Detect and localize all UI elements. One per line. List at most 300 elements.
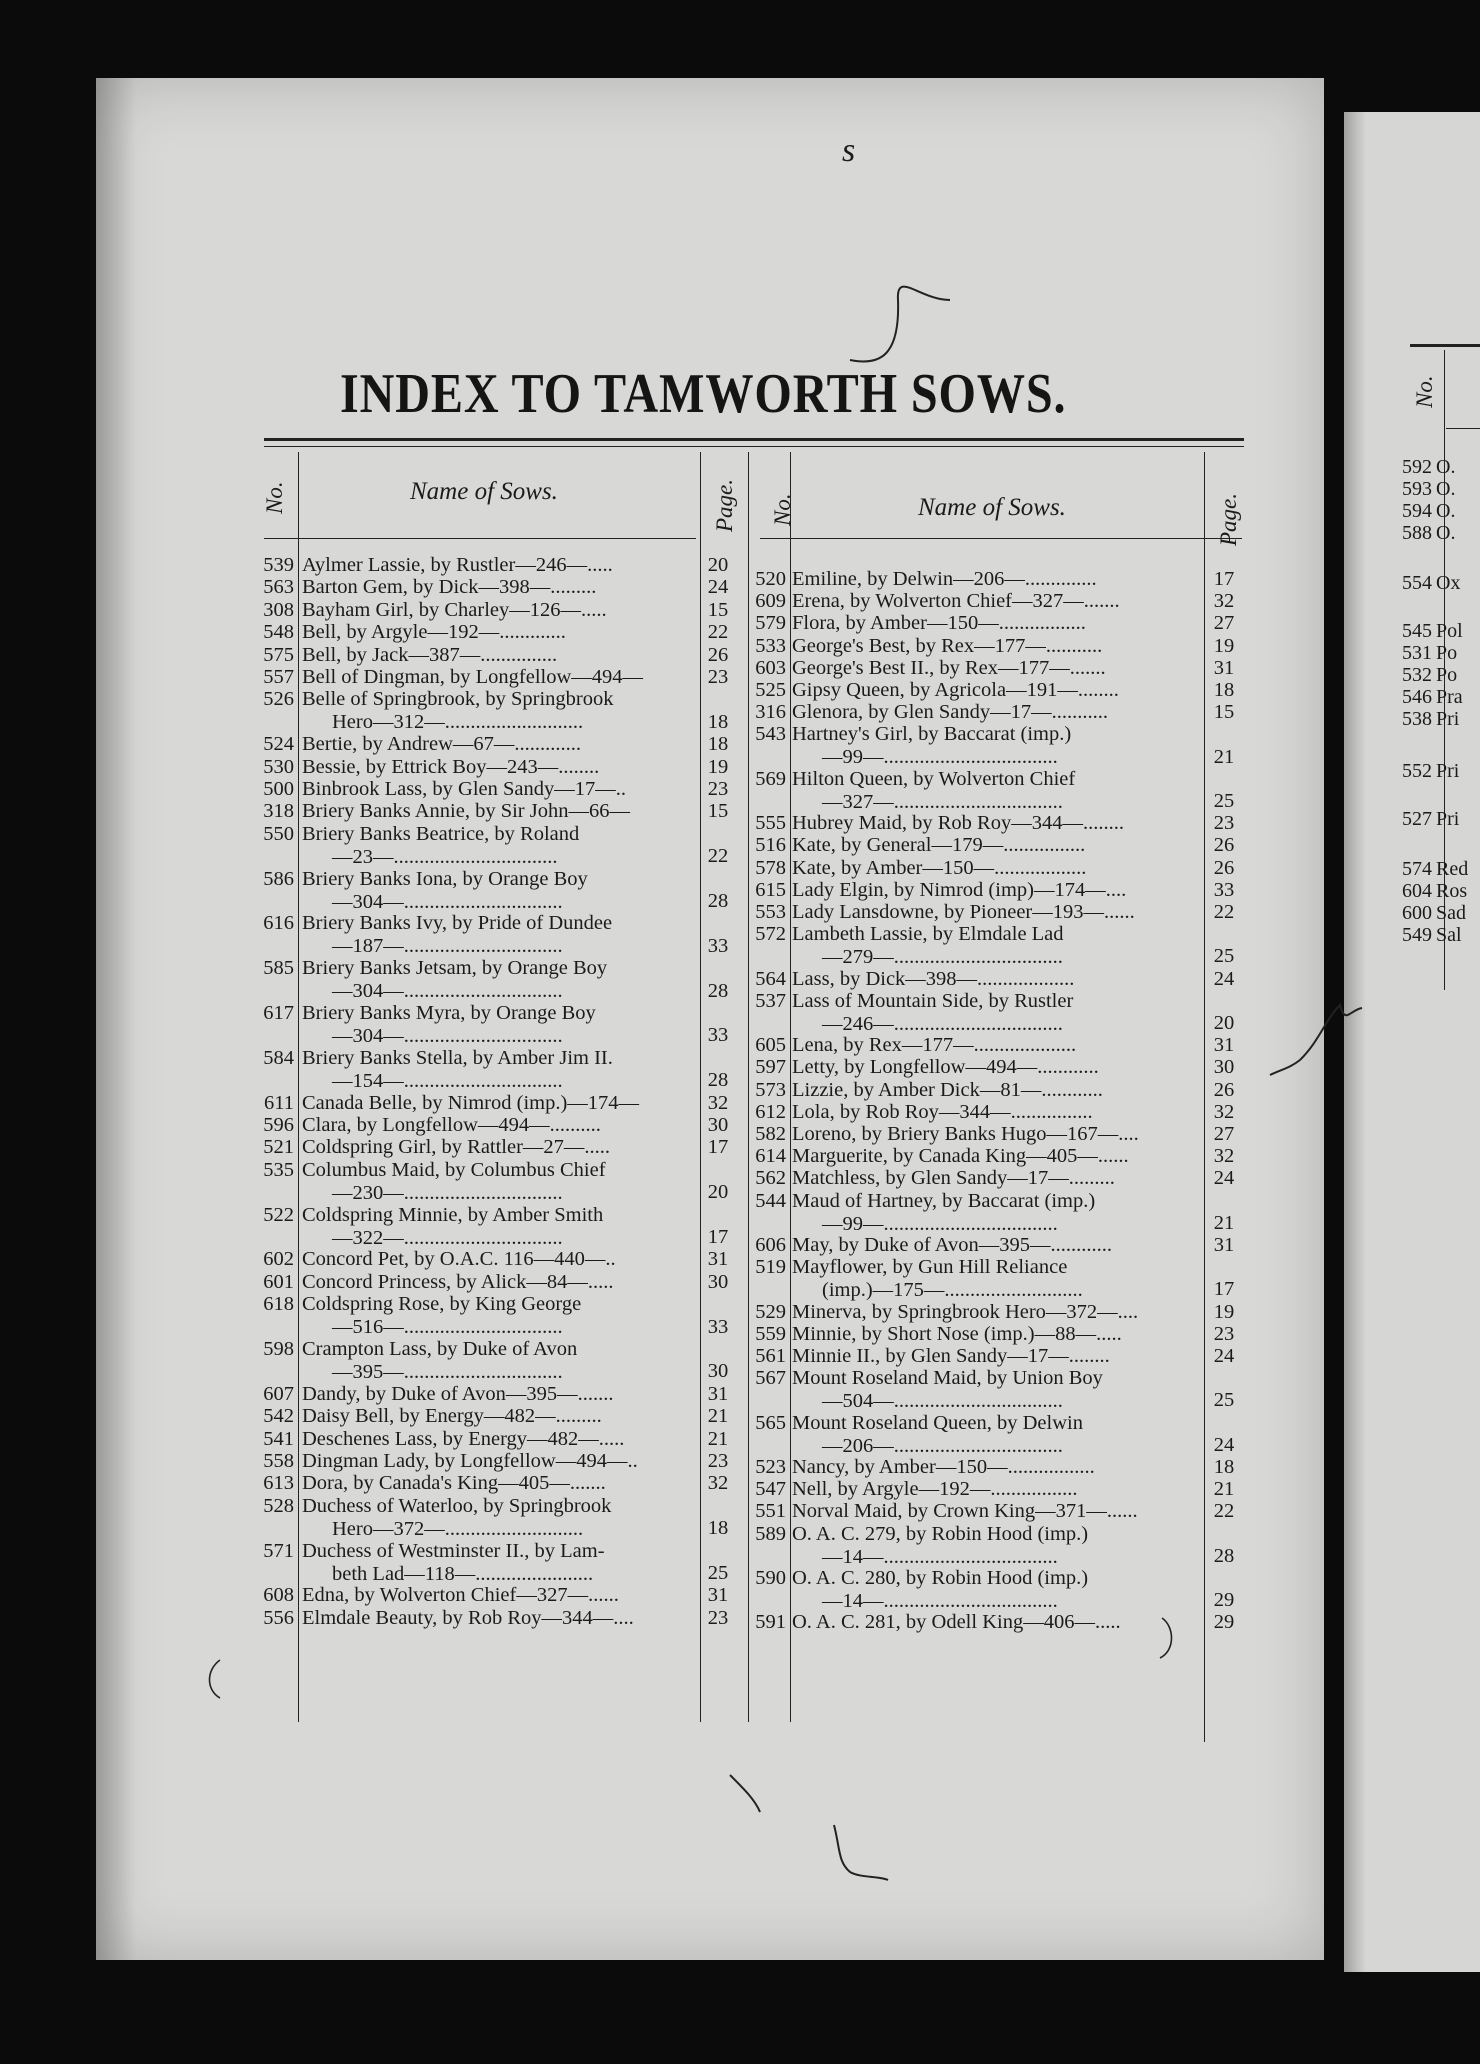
entry-number: 556 (263, 1606, 294, 1629)
entry-name-continuation: —14—.................................. (822, 1545, 1058, 1568)
entry-number: 579 (755, 612, 786, 635)
entry-name-line: Crampton Lass, by Duke of Avon (302, 1338, 578, 1360)
entry-name (302, 1428, 694, 1451)
entry-name-line: Lena, by Rex—177—.................... (792, 1034, 1077, 1057)
entry-name-line: Bayham Girl, by Charley—126—..... (302, 598, 607, 621)
entry-name-continuation: (imp.)—175—........................... (822, 1279, 1083, 1302)
index-entry (712, 1345, 1252, 1367)
entry-name-continuation: —23—................................ (332, 845, 558, 868)
entry-number: 533 (755, 634, 786, 657)
entry-page: 25 (1213, 1389, 1235, 1412)
entry-name-line: Duchess of Westminster II., by Lam- (302, 1539, 605, 1562)
entry-page: 22 (707, 621, 729, 644)
entry-name (792, 768, 1202, 814)
entry-name-continuation: —304—............................... (332, 890, 563, 913)
entry-name-line: Concord Pet, by O.A.C. 116—440—.. (302, 1248, 616, 1271)
entry-name-line: Briery Banks Myra, by Orange Boy (302, 1002, 596, 1024)
entry-name (302, 576, 694, 599)
entry-name (302, 1159, 694, 1205)
entry-name (792, 812, 1202, 835)
facing-entry-number: 549 (1402, 924, 1432, 946)
entry-name (302, 1271, 694, 1294)
entry-name (302, 1338, 694, 1384)
entry-page: 15 (707, 800, 729, 823)
entry-name (792, 968, 1202, 991)
entry-name (792, 834, 1202, 857)
index-entry (256, 868, 736, 913)
entry-name-line: Maud of Hartney, by Baccarat (imp.) (792, 1189, 1096, 1212)
entry-page: 25 (1213, 789, 1235, 812)
entry-page: 18 (1213, 1456, 1235, 1478)
entry-page: 21 (1213, 745, 1235, 768)
entry-number: 516 (755, 834, 786, 857)
entry-number: 605 (755, 1034, 786, 1057)
entry-number: 582 (755, 1123, 786, 1145)
entry-name-line: Bell, by Jack—387—............... (302, 643, 558, 666)
entry-number: 530 (263, 755, 294, 778)
entry-name-line: Lady Elgin, by Nimrod (imp)—174—.... (792, 878, 1127, 901)
entry-page: 29 (1213, 1611, 1235, 1634)
entry-name-continuation: —154—............................... (332, 1069, 563, 1092)
facing-entry (1360, 858, 1480, 880)
facing-entry-name: Ros (1436, 880, 1468, 902)
entry-name (302, 1584, 694, 1607)
entry-name-line: Lass, by Dick—398—................... (792, 967, 1075, 990)
entry-number: 525 (755, 679, 786, 701)
entry-name-line: Lizzie, by Amber Dick—81—............ (792, 1078, 1103, 1101)
index-entry (712, 1478, 1252, 1500)
index-entry (256, 1136, 736, 1158)
index-entry (712, 834, 1252, 856)
entry-name-line: Lady Lansdowne, by Pioneer—193—...... (792, 901, 1135, 923)
entry-number: 559 (755, 1322, 786, 1345)
entry-name (792, 1611, 1202, 1634)
index-entry (712, 1256, 1252, 1300)
entry-name (792, 1145, 1202, 1168)
index-entry (256, 1584, 736, 1606)
facing-entry (1360, 572, 1480, 594)
entry-name (302, 1405, 694, 1428)
entry-name-line: Belle of Springbrook, by Springbrook (302, 688, 614, 711)
entry-name (792, 879, 1202, 902)
entry-number: 535 (263, 1158, 294, 1181)
facing-entry-name: Pri (1436, 708, 1460, 730)
entry-name-line: Nancy, by Amber—150—................. (792, 1456, 1095, 1478)
right-header-rule (760, 538, 1242, 539)
entry-number: 544 (755, 1189, 786, 1212)
entry-name-continuation: —322—............................... (332, 1226, 563, 1249)
index-entry (712, 812, 1252, 834)
entry-number: 555 (755, 812, 786, 835)
entry-number: 571 (263, 1539, 294, 1562)
entry-name (792, 1101, 1202, 1124)
facing-header-rule (1446, 428, 1480, 429)
index-entry (712, 1167, 1252, 1189)
entry-name (792, 923, 1202, 969)
entry-number: 520 (755, 568, 786, 590)
entry-name-line: Coldspring Rose, by King George (302, 1293, 582, 1316)
entry-name (792, 657, 1202, 680)
entry-page: 19 (1213, 634, 1235, 657)
entry-number: 596 (263, 1114, 294, 1136)
entry-name-line: Bell of Dingman, by Longfellow—494— (302, 666, 644, 688)
entry-number: 519 (755, 1256, 786, 1279)
entry-number: 308 (263, 598, 294, 621)
facing-no-header: No. (1412, 375, 1437, 408)
entry-page: 33 (707, 934, 729, 957)
entry-name-line: George's Best, by Rex—177—........... (792, 634, 1103, 657)
index-entry (712, 1567, 1252, 1611)
entry-name (302, 599, 694, 622)
entry-name-continuation: —327—................................. (822, 790, 1063, 813)
facing-entry-name: Pri (1436, 808, 1460, 830)
entry-page: 26 (707, 643, 729, 666)
entry-number: 612 (755, 1100, 786, 1123)
entry-name-line: Barton Gem, by Dick—398—......... (302, 576, 597, 599)
index-entry (256, 1450, 736, 1472)
entry-name (792, 1123, 1202, 1146)
index-entry (712, 1079, 1252, 1101)
entry-number: 614 (755, 1145, 786, 1168)
entry-name-line: Bell, by Argyle—192—............. (302, 621, 566, 644)
entry-name-line: Concord Princess, by Alick—84—..... (302, 1270, 614, 1293)
entry-name-line: Marguerite, by Canada King—405—...... (792, 1145, 1129, 1168)
facing-entry-number: 592 (1402, 456, 1432, 478)
entry-page: 21 (1213, 1211, 1235, 1234)
facing-entry-name: Pol (1436, 620, 1463, 642)
entry-name-line: Mount Roseland Queen, by Delwin (792, 1411, 1083, 1434)
entry-number: 613 (263, 1472, 294, 1495)
entry-number: 521 (263, 1136, 294, 1159)
entry-page: 24 (1213, 1167, 1235, 1190)
entry-name (792, 612, 1202, 635)
entry-name (302, 800, 694, 823)
entry-number: 586 (263, 867, 294, 890)
facing-entry-number: 546 (1402, 686, 1432, 708)
entry-page: 32 (1213, 1145, 1235, 1168)
entry-page: 27 (1213, 612, 1235, 635)
entry-name (792, 1567, 1202, 1613)
entry-page: 23 (707, 778, 729, 800)
entry-number: 318 (263, 800, 294, 823)
index-entry (256, 666, 736, 688)
entry-name-line: Nell, by Argyle—192—................. (792, 1478, 1078, 1501)
entry-name-continuation: —516—............................... (332, 1316, 563, 1339)
entry-number: 550 (263, 822, 294, 845)
facing-entry (1360, 708, 1480, 730)
facing-entry (1360, 924, 1480, 946)
index-entry (712, 635, 1252, 657)
index-entry (256, 1540, 736, 1585)
entry-name-line: Briery Banks Iona, by Orange Boy (302, 867, 588, 890)
entry-page: 19 (1213, 1300, 1235, 1323)
facing-entry-number: 554 (1402, 572, 1432, 594)
facing-entry (1360, 478, 1480, 500)
right-name-header: Name of Sows. (918, 494, 1066, 521)
facing-entry (1360, 880, 1480, 902)
entry-number: 539 (263, 554, 294, 576)
entry-name (792, 701, 1202, 724)
entry-name-line: Minnie, by Short Nose (imp.)—88—..... (792, 1322, 1122, 1345)
entry-number: 547 (755, 1478, 786, 1501)
facing-entry-number: 593 (1402, 478, 1432, 500)
entry-name (302, 644, 694, 667)
facing-entry-name: Po (1436, 664, 1458, 686)
entry-name (792, 857, 1202, 880)
entry-page: 17 (707, 1136, 729, 1159)
entry-number: 528 (263, 1494, 294, 1517)
facing-entry-name: O. (1436, 500, 1456, 522)
facing-entry-number: 538 (1402, 708, 1432, 730)
entry-name-continuation: —504—................................. (822, 1390, 1063, 1413)
entry-page: 17 (1213, 568, 1235, 590)
entry-page: 25 (1213, 945, 1235, 968)
index-entry (712, 590, 1252, 612)
entry-page: 15 (1213, 701, 1235, 724)
entry-name (792, 723, 1202, 769)
facing-entry-number: 552 (1402, 760, 1432, 782)
index-entry (256, 800, 736, 822)
entry-name-line: Coldspring Girl, by Rattler—27—..... (302, 1136, 611, 1159)
entry-name-line: Hubrey Maid, by Rob Roy—344—........ (792, 812, 1124, 835)
entry-name-line: O. A. C. 281, by Odell King—406—..... (792, 1611, 1121, 1634)
facing-entry-number: 545 (1402, 620, 1432, 642)
entry-number: 591 (755, 1611, 786, 1634)
index-entry (256, 1248, 736, 1270)
entry-page: 23 (1213, 1322, 1235, 1345)
entry-name-line: Kate, by General—179—................ (792, 834, 1086, 857)
entry-name-line: Gipsy Queen, by Agricola—191—........ (792, 679, 1119, 701)
entry-number: 607 (263, 1382, 294, 1405)
index-entry (256, 1338, 736, 1383)
index-entry (712, 723, 1252, 767)
index-entry (712, 1611, 1252, 1633)
index-entry (256, 621, 736, 643)
right-index-column (712, 568, 1252, 1748)
index-entry (256, 1495, 736, 1540)
left-name-header: Name of Sows. (410, 478, 558, 505)
index-entry (712, 657, 1252, 679)
entry-name (792, 1345, 1202, 1368)
entry-name-continuation: —304—............................... (332, 1025, 563, 1047)
entry-name-line: Aylmer Lassie, by Rustler—246—..... (302, 554, 613, 576)
entry-name-line: Matchless, by Glen Sandy—17—......... (792, 1167, 1115, 1190)
entry-name-line: Hartney's Girl, by Baccarat (imp.) (792, 723, 1072, 746)
entry-name (792, 901, 1202, 924)
facing-index-column (1360, 456, 1480, 1016)
index-entry (256, 823, 736, 868)
index-entry (256, 1002, 736, 1047)
entry-number: 558 (263, 1450, 294, 1472)
index-entry (256, 599, 736, 621)
left-index-column (256, 554, 736, 1734)
index-entry (256, 1383, 736, 1405)
entry-name-line: Binbrook Lass, by Glen Sandy—17—.. (302, 778, 626, 800)
entry-name (302, 1540, 694, 1586)
index-entry (712, 1412, 1252, 1456)
entry-name (302, 868, 694, 914)
entry-page: 31 (707, 1382, 729, 1405)
page-title: INDEX TO TAMWORTH SOWS. (340, 363, 1067, 425)
entry-name (302, 733, 694, 756)
entry-name-line: Glenora, by Glen Sandy—17—........... (792, 701, 1108, 724)
entry-name (792, 568, 1202, 591)
entry-number: 618 (263, 1293, 294, 1316)
entry-name (302, 1495, 694, 1541)
entry-page: 22 (707, 845, 729, 868)
entry-number: 567 (755, 1367, 786, 1390)
entry-name (302, 666, 694, 689)
index-entry (256, 1405, 736, 1427)
entry-name-line: Lola, by Rob Roy—344—................ (792, 1100, 1093, 1123)
facing-entry (1360, 500, 1480, 522)
index-entry (712, 968, 1252, 990)
entry-page: 18 (707, 710, 729, 733)
entry-name (302, 554, 694, 577)
entry-page: 18 (1213, 679, 1235, 701)
facing-entry-number: 600 (1402, 902, 1432, 924)
entry-name (302, 912, 694, 958)
entry-page: 33 (707, 1024, 729, 1047)
entry-number: 542 (263, 1405, 294, 1428)
index-entry (712, 1323, 1252, 1345)
index-entry (256, 554, 736, 576)
entry-name-line: Briery Banks Stella, by Amber Jim II. (302, 1046, 613, 1069)
entry-name (302, 1607, 694, 1630)
index-entry (256, 1092, 736, 1114)
entry-name-line: Mount Roseland Maid, by Union Boy (792, 1367, 1103, 1390)
entry-name-continuation: —230—............................... (332, 1181, 563, 1204)
index-entry (712, 1523, 1252, 1567)
index-entry (712, 701, 1252, 723)
entry-page: 23 (1213, 812, 1235, 835)
entry-number: 575 (263, 643, 294, 666)
entry-page: 17 (1213, 1278, 1235, 1301)
entry-name (792, 1190, 1202, 1236)
entry-number: 609 (755, 590, 786, 613)
entry-name-line: Erena, by Wolverton Chief—327—....... (792, 590, 1120, 613)
entry-name-line: Flora, by Amber—150—................. (792, 612, 1086, 635)
entry-name-line: Canada Belle, by Nimrod (imp.)—174— (302, 1091, 640, 1114)
entry-number: 611 (264, 1091, 294, 1114)
entry-page: 29 (1213, 1589, 1235, 1612)
entry-name (302, 688, 694, 734)
entry-name-continuation: —14—.................................. (822, 1590, 1058, 1612)
index-entry (712, 1145, 1252, 1167)
index-entry (712, 1056, 1252, 1078)
index-entry (256, 1607, 736, 1629)
index-entry (712, 679, 1252, 701)
facing-entry-name: Po (1436, 642, 1458, 664)
entry-name (302, 621, 694, 644)
entry-name (792, 635, 1202, 658)
index-entry (256, 912, 736, 957)
facing-entry (1360, 902, 1480, 924)
entry-number: 572 (755, 923, 786, 946)
entry-name (302, 1114, 694, 1137)
entry-number: 584 (263, 1046, 294, 1069)
entry-number: 615 (755, 878, 786, 901)
entry-name-line: Bertie, by Andrew—67—............. (302, 733, 581, 756)
entry-name-line: Emiline, by Delwin—206—.............. (792, 568, 1097, 590)
entry-name-continuation: —279—................................. (822, 946, 1063, 969)
entry-name (792, 1167, 1202, 1190)
facing-entry (1360, 620, 1480, 642)
entry-name (792, 679, 1202, 702)
entry-page: 21 (707, 1405, 729, 1428)
entry-page: 31 (1213, 1034, 1235, 1057)
index-entry (712, 923, 1252, 967)
entry-page: 31 (707, 1584, 729, 1607)
entry-page: 26 (1213, 834, 1235, 857)
entry-number: 601 (263, 1270, 294, 1293)
entry-name (792, 1456, 1202, 1479)
entry-number: 573 (755, 1078, 786, 1101)
index-entry (712, 1301, 1252, 1323)
facing-entry-name: Sal (1436, 924, 1462, 946)
table-top-rule (264, 438, 1244, 441)
index-entry (712, 1101, 1252, 1123)
entry-name (302, 1092, 694, 1115)
entry-name-continuation: —395—............................... (332, 1361, 563, 1383)
index-entry (256, 1047, 736, 1092)
left-page-header: Page. (712, 478, 737, 532)
entry-name-line: Dandy, by Duke of Avon—395—....... (302, 1382, 614, 1405)
facing-entry (1360, 664, 1480, 686)
facing-entry-name: Ox (1436, 572, 1461, 594)
index-entry (256, 576, 736, 598)
entry-number: 569 (755, 767, 786, 790)
entry-name-line: Mayflower, by Gun Hill Reliance (792, 1256, 1068, 1279)
entry-number: 553 (755, 901, 786, 923)
entry-number: 616 (263, 912, 294, 935)
entry-name (792, 1500, 1202, 1523)
entry-number: 603 (755, 656, 786, 679)
facing-entry-name: O. (1436, 478, 1456, 500)
entry-name (302, 1204, 694, 1250)
index-entry (256, 644, 736, 666)
entry-number: 608 (263, 1584, 294, 1607)
entry-name-line: Duchess of Waterloo, by Springbrook (302, 1494, 612, 1517)
index-entry (712, 1456, 1252, 1478)
entry-name-line: Deschenes Lass, by Energy—482—..... (302, 1427, 625, 1450)
entry-page: 33 (1213, 878, 1235, 901)
entry-number: 617 (263, 1002, 294, 1024)
entry-name-line: O. A. C. 280, by Robin Hood (imp.) (792, 1567, 1089, 1589)
facing-entry-number: 588 (1402, 522, 1432, 544)
facing-entry (1360, 456, 1480, 478)
entry-page: 20 (707, 554, 729, 576)
entry-page: 22 (1213, 901, 1235, 923)
index-entry (256, 1428, 736, 1450)
entry-name (792, 590, 1202, 613)
index-entry (712, 1190, 1252, 1234)
entry-number: 562 (755, 1167, 786, 1190)
facing-entry-name: Pra (1436, 686, 1463, 708)
entry-name-continuation: —99—.................................. (822, 746, 1058, 769)
entry-page: 18 (707, 1517, 729, 1540)
entry-name (792, 1256, 1202, 1302)
entry-name-line: May, by Duke of Avon—395—............ (792, 1234, 1113, 1256)
entry-page: 30 (707, 1114, 729, 1136)
left-header-rule (264, 538, 696, 539)
entry-name-line: Elmdale Beauty, by Rob Roy—344—.... (302, 1606, 634, 1629)
entry-name-line: Loreno, by Briery Banks Hugo—167—.... (792, 1123, 1139, 1145)
entry-name (302, 1450, 694, 1473)
facing-entry-name: Red (1436, 858, 1469, 880)
entry-name (302, 957, 694, 1003)
entry-name-line: Lambeth Lassie, by Elmdale Lad (792, 923, 1064, 946)
